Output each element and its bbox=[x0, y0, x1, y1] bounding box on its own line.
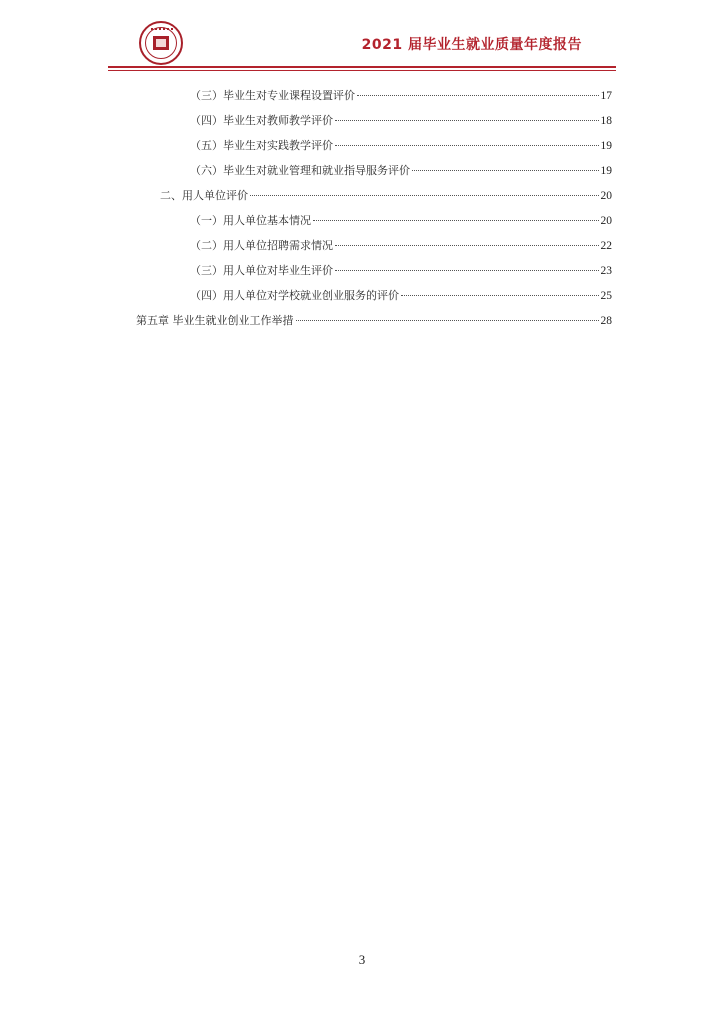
toc-dot-leader bbox=[335, 119, 599, 121]
toc-entry-label: （三）用人单位对毕业生评价 bbox=[190, 264, 333, 277]
toc-entry-page: 23 bbox=[600, 265, 612, 277]
toc-entry-label: （一）用人单位基本情况 bbox=[190, 214, 311, 227]
toc-dot-leader bbox=[401, 294, 599, 296]
toc-entry[interactable] bbox=[190, 214, 612, 228]
toc-entry-label: （四）毕业生对教师教学评价 bbox=[190, 114, 333, 127]
toc-dot-leader bbox=[357, 94, 599, 96]
toc-entry-label: 二、用人单位评价 bbox=[160, 189, 248, 202]
toc-entry-label: （五）毕业生对实践教学评价 bbox=[190, 139, 333, 152]
report-title: 2021 届毕业生就业质量年度报告 bbox=[361, 37, 582, 53]
toc-entry-label: （六）毕业生对就业管理和就业指导服务评价 bbox=[190, 164, 410, 177]
university-seal-icon bbox=[139, 21, 183, 65]
toc-entry[interactable] bbox=[136, 314, 612, 328]
toc-entry[interactable] bbox=[160, 189, 612, 203]
toc-entry-page: 28 bbox=[600, 315, 612, 327]
page-number: 3 bbox=[358, 952, 366, 967]
toc-entry[interactable] bbox=[190, 289, 612, 303]
toc-dot-leader bbox=[335, 144, 599, 146]
page-header bbox=[108, 18, 616, 70]
toc-dot-leader bbox=[335, 269, 599, 271]
toc-entry-label: 第五章 毕业生就业创业工作举措 bbox=[136, 314, 294, 327]
toc-entry-page: 19 bbox=[600, 140, 612, 152]
toc-entry-page: 22 bbox=[600, 240, 612, 252]
toc-entry-page: 17 bbox=[600, 90, 612, 102]
header-divider bbox=[108, 66, 616, 68]
toc-dot-leader bbox=[250, 194, 599, 196]
toc-entry-page: 25 bbox=[600, 290, 612, 302]
toc-entry[interactable] bbox=[190, 164, 612, 178]
toc-entry-page: 20 bbox=[600, 215, 612, 227]
toc-entry-label: （二）用人单位招聘需求情况 bbox=[190, 239, 333, 252]
toc-entry-label: （三）毕业生对专业课程设置评价 bbox=[190, 89, 355, 102]
toc-entry[interactable] bbox=[190, 264, 612, 278]
toc-dot-leader bbox=[313, 219, 599, 221]
toc-entry[interactable] bbox=[190, 239, 612, 253]
toc-entry[interactable] bbox=[190, 89, 612, 103]
toc-dot-leader bbox=[296, 319, 599, 321]
toc-entry-page: 18 bbox=[600, 115, 612, 127]
header-divider-thin bbox=[108, 70, 616, 71]
toc-entry-page: 19 bbox=[600, 165, 612, 177]
toc-dot-leader bbox=[412, 169, 599, 171]
toc-entry[interactable] bbox=[190, 139, 612, 153]
toc-entry-label: （四）用人单位对学校就业创业服务的评价 bbox=[190, 289, 399, 302]
toc-entry-page: 20 bbox=[600, 190, 612, 202]
toc-dot-leader bbox=[335, 244, 599, 246]
toc-entry[interactable] bbox=[190, 114, 612, 128]
